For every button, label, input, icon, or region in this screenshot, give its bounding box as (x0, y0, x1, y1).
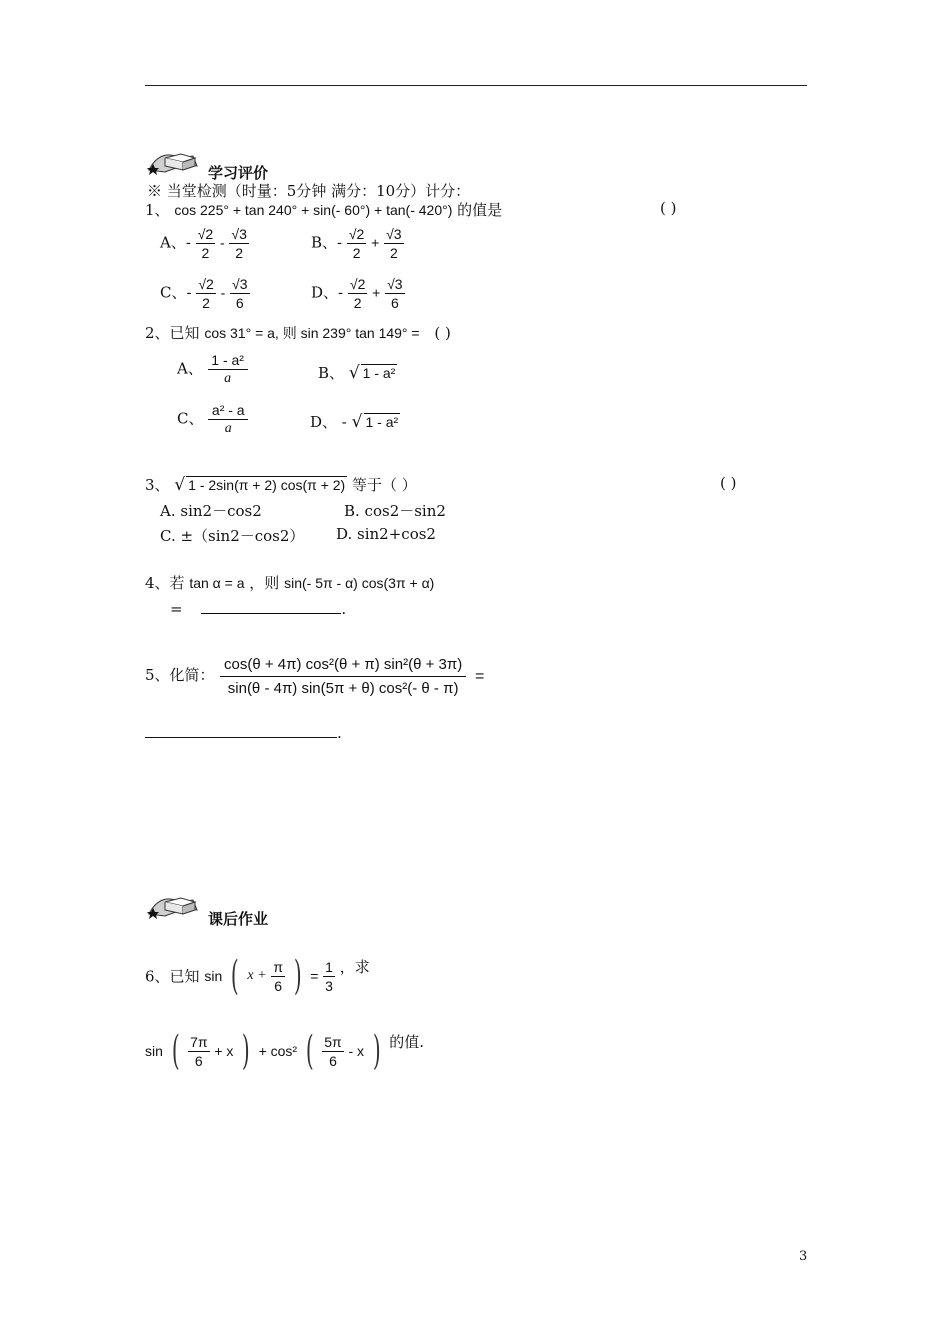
frac-den: 2 (235, 245, 244, 261)
operator: + (372, 284, 381, 301)
question-6-target: sin ( $\frac{7\pi}{6}$ + x ) + cos² ( $\frac{5\pi}{6}$ - x ) 的值. (145, 1028, 424, 1074)
frac-num: √2 (197, 226, 214, 242)
question-2 (145, 322, 451, 343)
q3-radicand: 1 - 2sin(π + 2) cos(π + 2) (188, 477, 346, 493)
header-rule (145, 85, 807, 86)
page-number: 3 (799, 1249, 808, 1264)
book-icon (143, 148, 203, 176)
q4-connector: ，则 (249, 574, 280, 592)
q5-denominator: sin(θ - 4π) sin(5π + θ) cos²(- θ - π) (227, 680, 459, 697)
question-4 (145, 572, 434, 593)
q1-option-b (311, 226, 404, 261)
frac-den: 6 (194, 1052, 203, 1069)
q6-ask: ，求 (339, 958, 370, 976)
q2-option-d: D、 - √ 1 - a² (310, 412, 399, 432)
frac-num: 5π (324, 1033, 342, 1050)
frac-num: 7π (190, 1033, 208, 1050)
frac-num: π (273, 958, 284, 975)
option-label: C、- (160, 283, 192, 302)
q3-option-c: C. ±（sin2－cos2） (160, 527, 305, 545)
q3-option-b: B. cos2－sin2 (344, 502, 446, 520)
option-label: A、 (177, 359, 203, 378)
q1-answer-paren: ( ) (660, 199, 677, 217)
frac-den: a (224, 421, 232, 436)
q6-minus-x: - x (348, 1043, 365, 1059)
option-label: D、- (311, 283, 344, 302)
frac-den: 2 (352, 245, 361, 261)
frac-num: √2 (349, 276, 366, 292)
option-label: D、 - (310, 413, 347, 431)
frac-num: √2 (198, 276, 214, 292)
q4-expression: sin(- 5π - α) cos(3π + α) (284, 575, 435, 591)
question-1 (145, 199, 502, 220)
frac-num: √3 (386, 226, 402, 242)
frac-num: √3 (231, 226, 247, 242)
frac-den: 6 (274, 977, 283, 994)
frac-num: a² - a (208, 402, 248, 420)
option-label: A、- (160, 233, 191, 252)
q2-expression: cos 31° = a, 则 sin 239° tan 149° = (204, 325, 420, 341)
q4-answer-line (170, 600, 346, 618)
q1-option-d (311, 276, 405, 311)
section-title-evaluation: 学习评价 (208, 164, 269, 182)
q6-number: 6、已知 (145, 967, 200, 986)
q6-sin2: sin (145, 1043, 163, 1059)
q1-tail: 的值是 (457, 201, 503, 219)
frac-den: 2 (201, 245, 210, 261)
frac-num: √3 (232, 276, 248, 292)
q2-number: 2、已知 (145, 324, 200, 342)
q1-number: 1、 (145, 201, 170, 219)
q3-answer-paren: ( ) (720, 474, 737, 492)
frac-den: a (224, 371, 232, 386)
frac-den: 6 (390, 295, 399, 311)
option-label: B、 (318, 364, 345, 382)
q6-sin: sin (204, 968, 223, 984)
q6-equals: = (310, 968, 319, 984)
q2-answer-paren: ( ) (434, 324, 451, 342)
operator: - (219, 234, 225, 251)
q5-numerator: cos(θ + 4π) cos²(θ + π) sin²(θ + 3π) (220, 656, 466, 677)
book-icon (143, 892, 203, 920)
frac-den: 2 (202, 295, 210, 311)
frac-num: √2 (348, 226, 365, 242)
q2-option-b: B、 √ 1 - a² (318, 363, 396, 383)
frac-num: √3 (387, 276, 403, 292)
q6-x-plus: x + (247, 968, 267, 983)
question-5-fraction (220, 656, 484, 697)
q3-tail: 等于（ ） (352, 476, 417, 494)
section-title-homework: 课后作业 (208, 910, 269, 928)
q4-period: . (341, 600, 347, 618)
q6-cos2: + cos² (258, 1043, 298, 1059)
q1-option-c (160, 276, 250, 311)
radicand: 1 - a² (365, 414, 399, 430)
frac-den: 2 (353, 295, 362, 311)
q5-answer-line (145, 724, 342, 742)
q6-tail: 的值. (389, 1033, 424, 1051)
question-6: 6、已知 sin ( x + $\frac{\pi}{6}$ ) = $\frac{1}{3}$ ，求 (145, 953, 370, 999)
radicand: 1 - a² (362, 365, 396, 381)
option-label: C、 (177, 409, 204, 428)
q6-plus-x: + x (214, 1043, 234, 1059)
operator: + (371, 234, 380, 251)
frac-den: 2 (389, 245, 398, 261)
q3-option-a: A. sin2－cos2 (160, 502, 262, 520)
quiz-subtitle: ※ 当堂检测（时量：5分钟 满分：10分）计分： (147, 182, 471, 200)
operator: - (220, 284, 226, 301)
q3-option-d: D. sin2+cos2 (336, 525, 436, 543)
q5-blank[interactable] (145, 737, 337, 738)
q4-blank[interactable] (201, 613, 341, 614)
q3-number: 3、 (145, 476, 170, 494)
frac-den: 6 (329, 1052, 337, 1069)
q2-option-c (177, 402, 248, 437)
q2-option-a (177, 352, 248, 387)
q4-equals: = (170, 600, 183, 618)
q4-condition: tan α = a (189, 575, 245, 591)
frac-num: 1 - a² (208, 352, 248, 370)
q5-equals: = (474, 667, 485, 685)
question-5-label: 5、化简： (145, 666, 215, 684)
frac-num: 1 (325, 958, 333, 975)
question-3: 3、 √ 1 - 2sin(π + 2) cos(π + 2) 等于（ ） (145, 475, 417, 495)
q5-period: . (337, 724, 342, 742)
frac-den: 3 (325, 977, 333, 994)
option-label: B、- (311, 233, 343, 252)
frac-den: 6 (235, 295, 244, 311)
q4-number: 4、若 (145, 574, 185, 592)
q1-expression: cos 225° + tan 240° + sin(- 60°) + tan(- 420°) (174, 202, 453, 218)
q1-option-a (160, 226, 249, 261)
